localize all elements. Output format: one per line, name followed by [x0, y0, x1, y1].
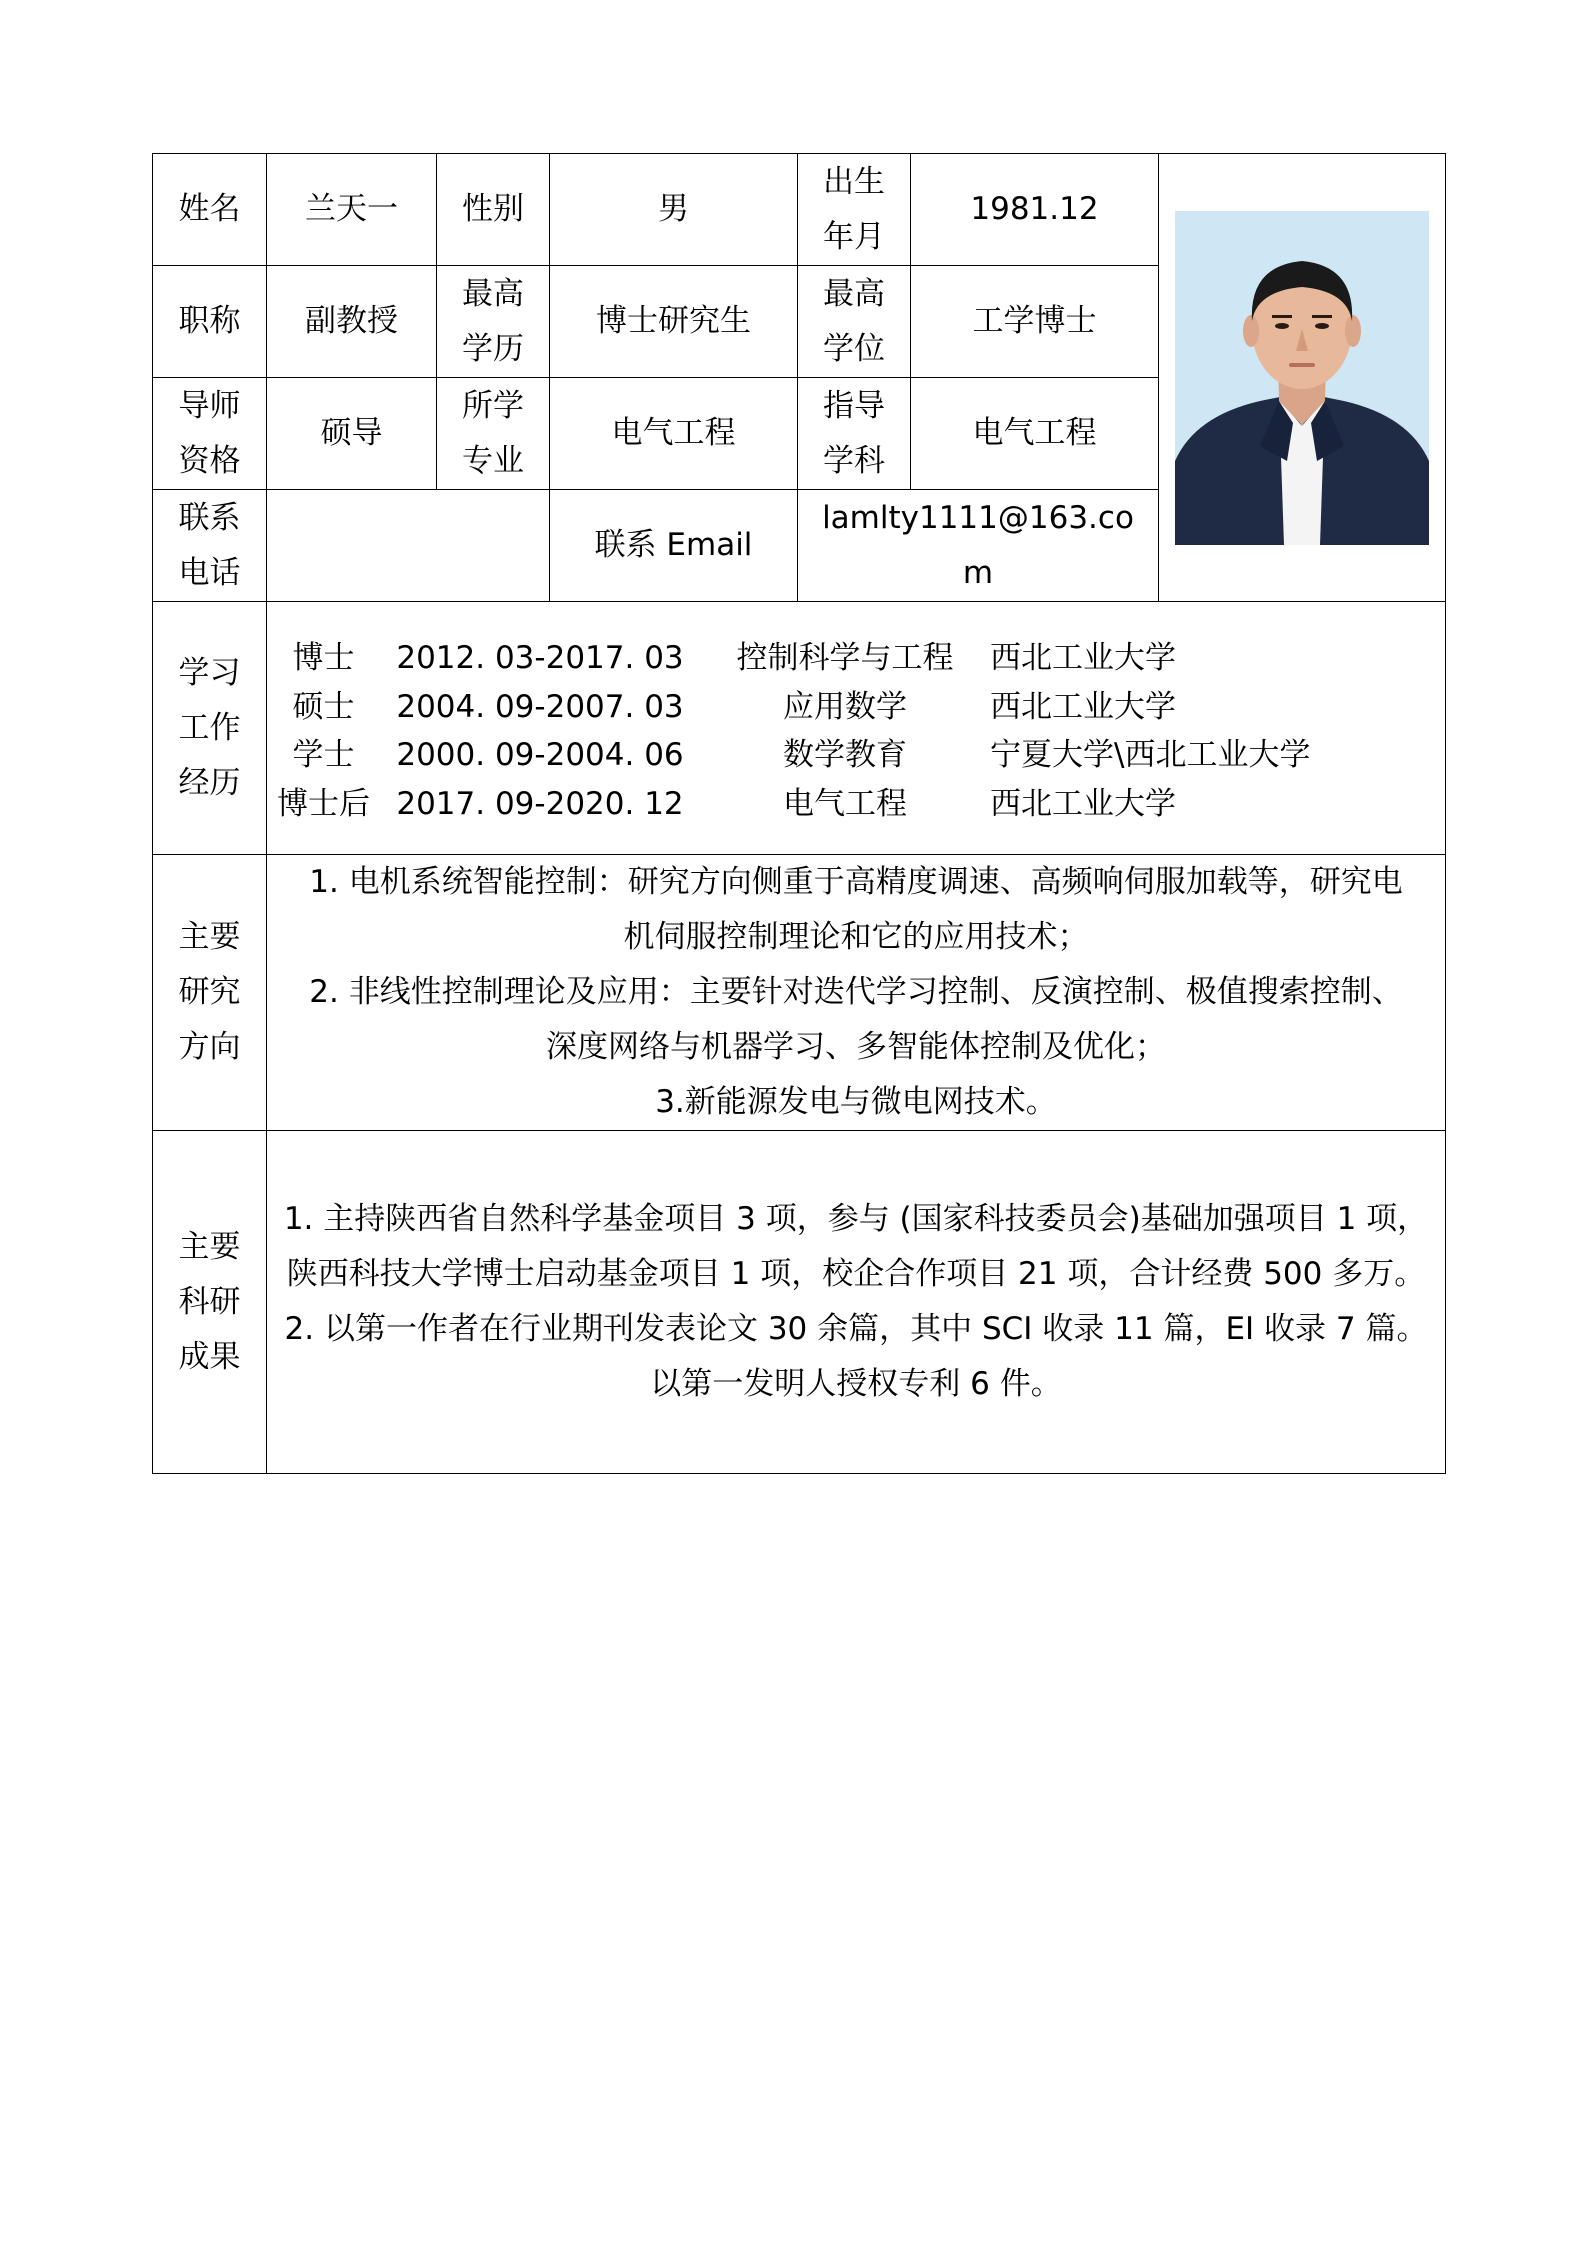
- experience-period: 2017. 09-2020. 12: [396, 785, 684, 822]
- experience-label: [153, 602, 267, 855]
- research-line: 机伺服控制理论和它的应用技术；: [623, 919, 1089, 955]
- guide-label: [798, 378, 911, 490]
- name-value: 兰天一: [267, 154, 437, 266]
- major-label: [437, 378, 550, 490]
- email-value-line2: m: [962, 554, 994, 591]
- degree-label: [798, 266, 911, 378]
- email-value-line1: lamlty1111@163.co: [822, 499, 1134, 536]
- email-value: [798, 490, 1159, 602]
- degree-label-line2: 学位: [823, 330, 885, 367]
- phone-label: [153, 490, 267, 602]
- experience-entry: [267, 728, 1445, 777]
- tutor-label: [153, 378, 267, 490]
- guide-value: 电气工程: [911, 378, 1159, 490]
- birth-label-line2: 年月: [823, 218, 885, 255]
- experience-label-line2: 工作: [178, 709, 241, 746]
- experience-entry: [267, 631, 1445, 680]
- portrait-photo: [1175, 211, 1429, 545]
- degree-value: 工学博士: [911, 266, 1159, 378]
- guide-label-line2: 学科: [823, 442, 885, 479]
- edu-value: 博士研究生: [550, 266, 798, 378]
- experience-school: 西北工业大学: [990, 640, 1176, 676]
- experience-major: 数学教育: [783, 737, 907, 773]
- experience-period: 2012. 03-2017. 03: [396, 640, 684, 676]
- research-label-line2: 研究: [178, 974, 241, 1010]
- major-label-line1: 所学: [462, 387, 524, 424]
- birth-label: [798, 154, 911, 266]
- tutor-value: 硕导: [267, 378, 437, 490]
- edu-label-line2: 学历: [462, 330, 524, 367]
- research-line: 3.新能源发电与微电网技术。: [655, 1084, 1057, 1120]
- experience-entry: [267, 680, 1445, 729]
- major-value: 电气工程: [550, 378, 798, 490]
- experience-label-line1: 学习: [178, 654, 241, 691]
- row-name: [153, 154, 1446, 266]
- experience-major: 电气工程: [783, 785, 907, 822]
- experience-degree: 学士: [292, 737, 355, 773]
- row-achievements: [153, 1131, 1446, 1474]
- edu-label: [437, 266, 550, 378]
- research-content: [267, 855, 1446, 1131]
- tutor-label-line1: 导师: [178, 387, 241, 424]
- experience-label-line3: 经历: [178, 764, 241, 801]
- achievements-label-line2: 科研: [178, 1283, 241, 1320]
- edu-label-line1: 最高: [462, 275, 524, 312]
- experience-school: 西北工业大学: [990, 785, 1176, 822]
- achievements-label-line3: 成果: [178, 1338, 241, 1375]
- research-label: [153, 855, 267, 1131]
- experience-school: 西北工业大学: [990, 688, 1176, 725]
- phone-value: [267, 490, 550, 602]
- title-label: 职称: [153, 266, 267, 378]
- achievement-line: 2. 以第一作者在行业期刊发表论文 30 余篇，其中 SCI 收录 11 篇，EI 收录 7 篇。: [284, 1311, 1428, 1347]
- gender-value: 男: [550, 154, 798, 266]
- achievements-label-line1: 主要: [178, 1228, 241, 1265]
- experience-period: 2004. 09-2007. 03: [396, 688, 684, 725]
- birth-value: 1981.12: [911, 154, 1159, 266]
- experience-content: [267, 602, 1446, 855]
- email-label: 联系 Email: [550, 490, 798, 602]
- experience-degree: 博士: [292, 640, 355, 676]
- phone-label-line2: 电话: [178, 554, 241, 591]
- experience-major: 应用数学: [783, 688, 907, 725]
- research-line: 2. 非线性控制理论及应用：主要针对迭代学习控制、反演控制、极值搜索控制、: [309, 974, 1403, 1010]
- achievement-line: 1. 主持陕西省自然科学基金项目 3 项，参与 (国家科技委员会)基础加强项目 1 项，: [283, 1201, 1429, 1237]
- gender-label: 性别: [437, 154, 550, 266]
- experience-degree: 硕士: [292, 688, 355, 725]
- row-experience: [153, 602, 1446, 855]
- degree-label-line1: 最高: [823, 275, 885, 312]
- achievements-label: [153, 1131, 267, 1474]
- research-line: 1. 电机系统智能控制：研究方向侧重于高精度调速、高频响伺服加载等，研究电: [309, 864, 1403, 900]
- phone-label-line1: 联系: [178, 499, 241, 536]
- experience-entry: [267, 777, 1445, 826]
- achievements-content: [267, 1131, 1446, 1474]
- experience-major: 控制科学与工程: [736, 640, 954, 676]
- tutor-label-line2: 资格: [178, 442, 241, 479]
- achievement-line: 陕西科技大学博士启动基金项目 1 项，校企合作项目 21 项，合计经费 500 多万。: [286, 1256, 1426, 1292]
- major-label-line2: 专业: [462, 442, 524, 479]
- experience-degree: 博士后: [277, 785, 370, 822]
- experience-period: 2000. 09-2004. 06: [396, 737, 684, 773]
- portrait-image: [1175, 211, 1429, 545]
- research-label-line1: 主要: [178, 919, 241, 955]
- research-label-line3: 方向: [178, 1029, 241, 1065]
- guide-label-line1: 指导: [823, 387, 885, 424]
- achievement-line: 以第一发明人授权专利 6 件。: [650, 1366, 1062, 1402]
- birth-label-line1: 出生: [823, 163, 885, 200]
- row-research: [153, 855, 1446, 1131]
- name-label: 姓名: [153, 154, 267, 266]
- title-value: 副教授: [267, 266, 437, 378]
- profile-table: [152, 153, 1446, 1474]
- photo-cell: [1159, 154, 1446, 602]
- research-line: 深度网络与机器学习、多智能体控制及优化；: [546, 1029, 1166, 1065]
- experience-school: 宁夏大学\西北工业大学: [990, 737, 1311, 773]
